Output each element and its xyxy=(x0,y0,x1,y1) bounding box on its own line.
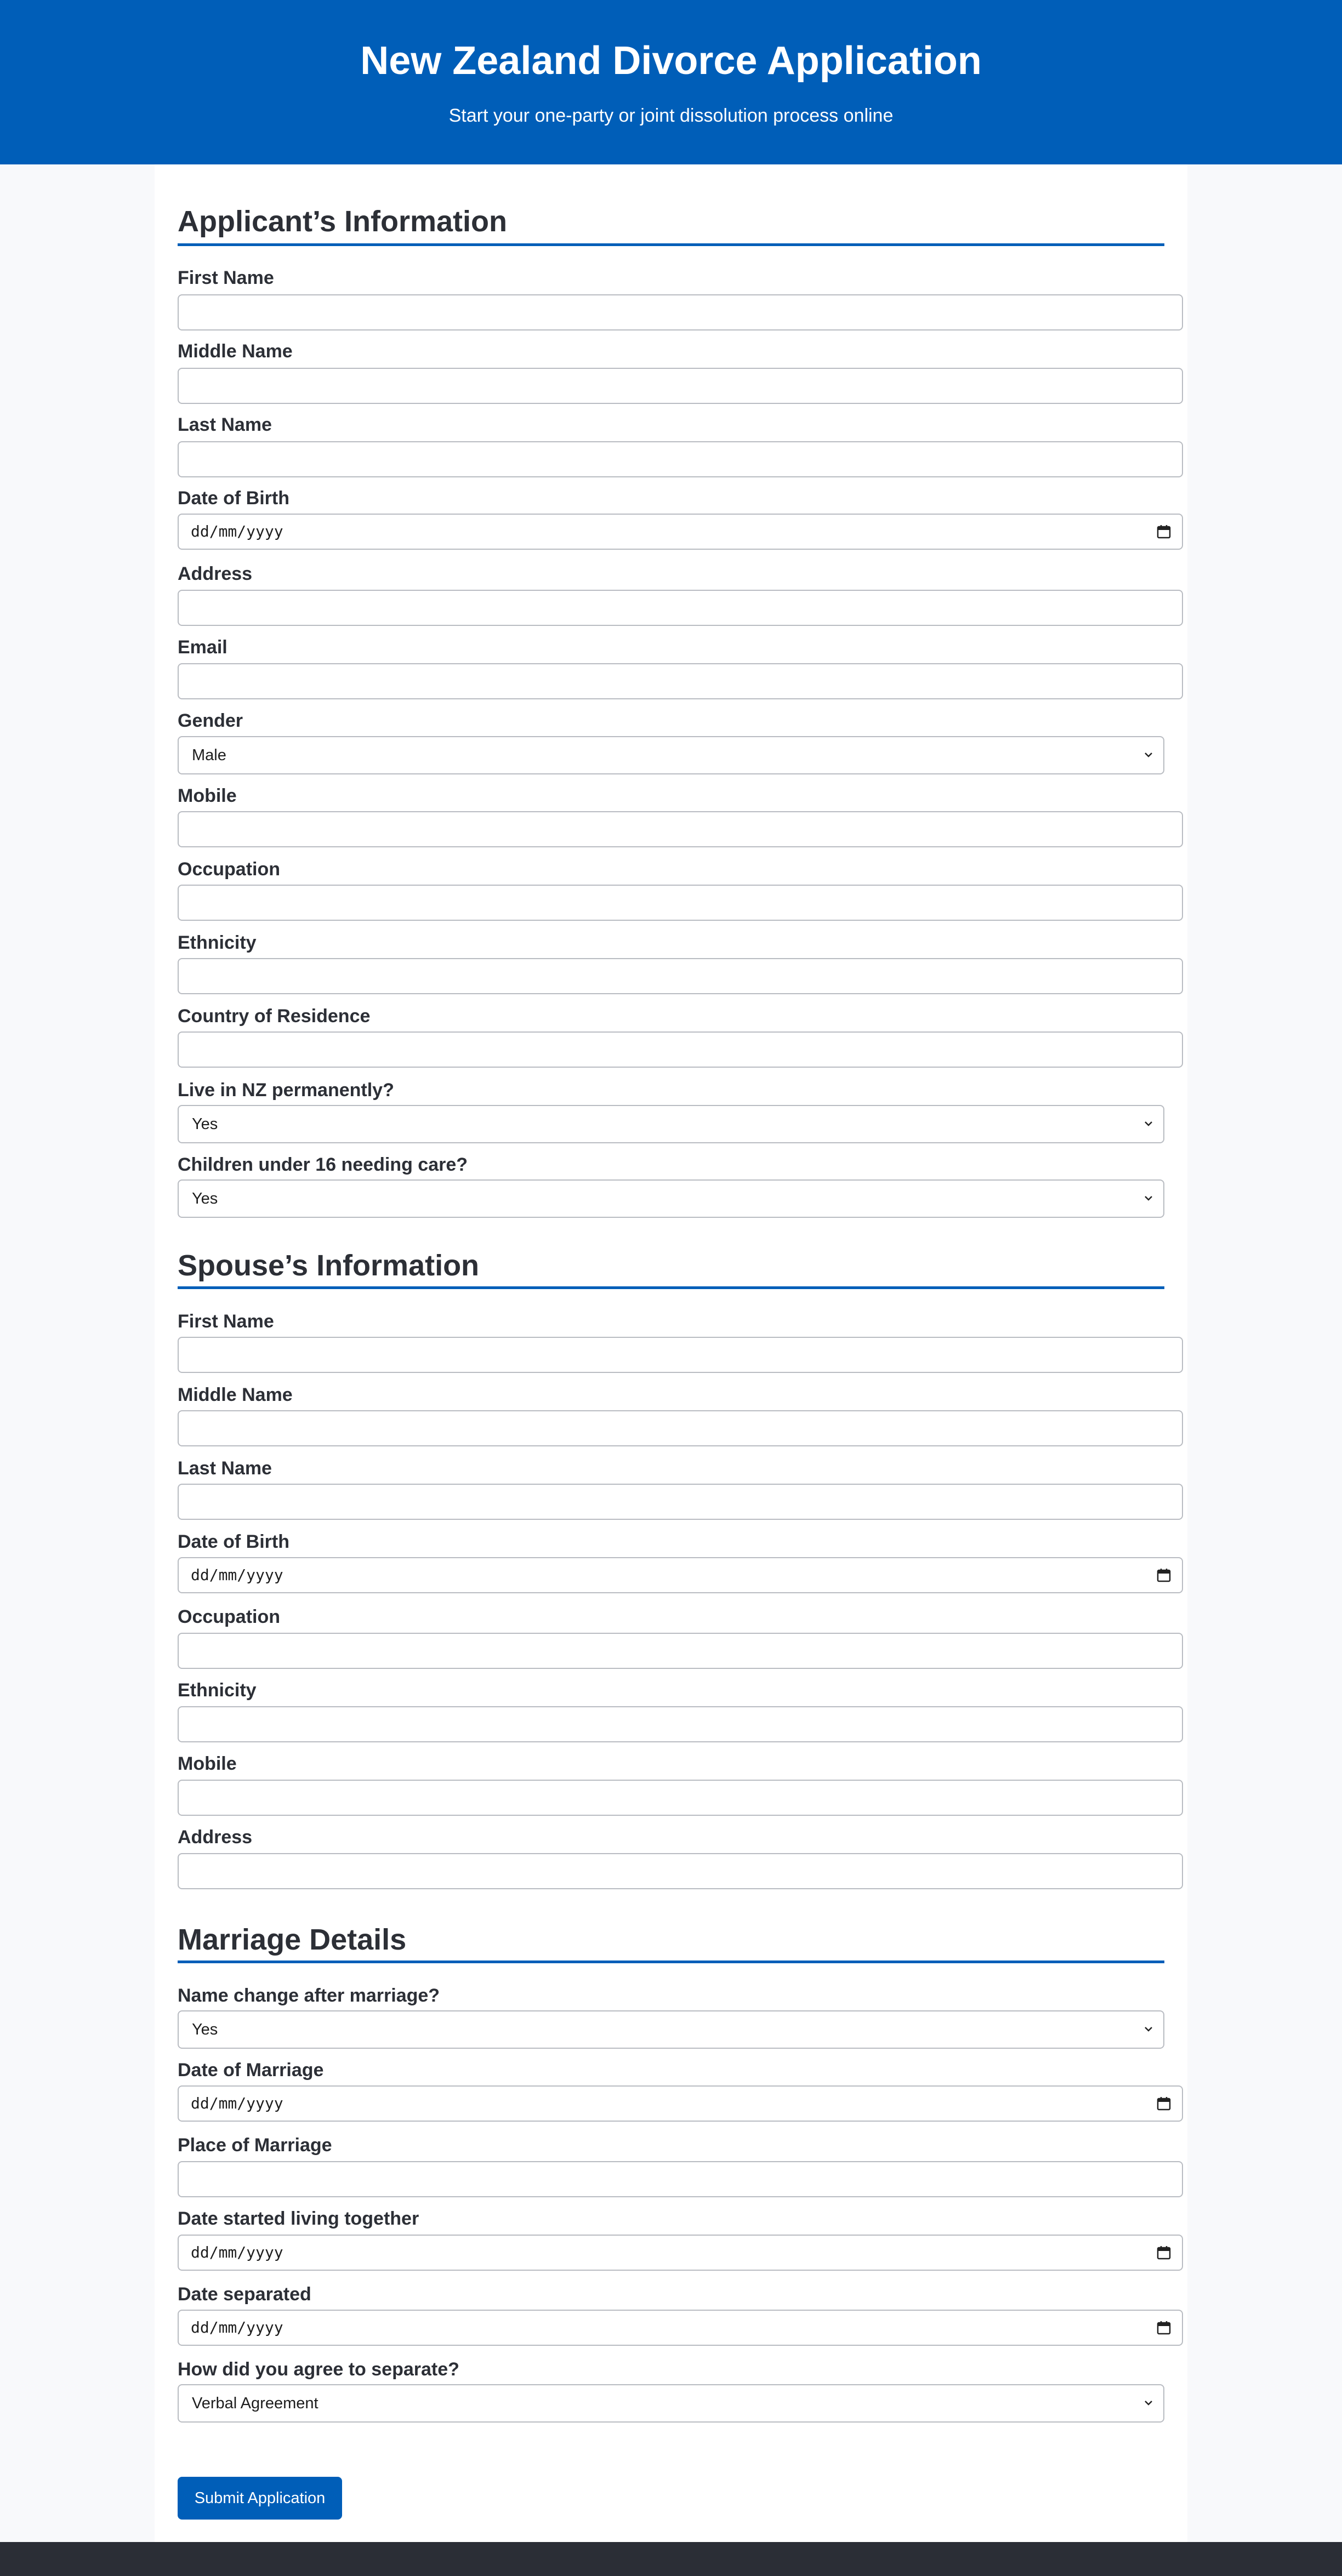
selected-value: Male xyxy=(192,746,226,764)
spouse-middle-name-input[interactable] xyxy=(178,1410,1183,1446)
applicant-children-select[interactable] xyxy=(178,1179,1164,1218)
date-of-marriage-input[interactable] xyxy=(178,2085,1183,2122)
selected-value: Yes xyxy=(192,1190,218,1207)
applicant-middle-name-label: Middle Name xyxy=(178,341,293,362)
spouse-first-name-label: First Name xyxy=(178,1311,274,1332)
applicant-address-input[interactable] xyxy=(178,590,1183,626)
spouse-last-name-input[interactable] xyxy=(178,1484,1183,1520)
applicant-occupation-input[interactable] xyxy=(178,885,1183,921)
calendar-icon[interactable] xyxy=(1157,2321,1171,2335)
applicant-live-nz-select[interactable] xyxy=(178,1105,1164,1143)
name-change-label: Name change after marriage? xyxy=(178,1985,440,2006)
applicant-gender-select[interactable] xyxy=(178,736,1164,774)
applicant-dob-label: Date of Birth xyxy=(178,488,289,509)
calendar-icon[interactable] xyxy=(1157,525,1171,539)
spouse-occupation-label: Occupation xyxy=(178,1606,281,1627)
chevron-down-icon xyxy=(1144,2024,1153,2034)
spouse-address-input[interactable] xyxy=(178,1853,1183,1889)
spouse-last-name-label: Last Name xyxy=(178,1458,272,1479)
calendar-icon[interactable] xyxy=(1157,2246,1171,2260)
applicant-middle-name-input[interactable] xyxy=(178,368,1183,404)
date-placeholder: dd/mm/yyyy xyxy=(191,2094,283,2112)
date-of-marriage-label: Date of Marriage xyxy=(178,2060,324,2081)
chevron-down-icon xyxy=(1144,750,1153,760)
chevron-down-icon xyxy=(1144,2398,1153,2408)
spouse-first-name-input[interactable] xyxy=(178,1337,1183,1373)
applicant-section-heading: Applicant’s Information xyxy=(178,205,508,238)
name-change-select[interactable] xyxy=(178,2010,1164,2049)
spouse-dob-input[interactable] xyxy=(178,1557,1183,1593)
chevron-down-icon xyxy=(1144,1119,1153,1129)
spouse-ethnicity-input[interactable] xyxy=(178,1706,1183,1742)
marriage-section-heading: Marriage Details xyxy=(178,1923,407,1956)
chevron-down-icon xyxy=(1144,1193,1153,1203)
page-title: New Zealand Divorce Application xyxy=(360,39,982,83)
page-footer xyxy=(0,2542,1342,2576)
date-separated-label: Date separated xyxy=(178,2284,311,2305)
date-placeholder: dd/mm/yyyy xyxy=(191,1566,283,1584)
spouse-address-label: Address xyxy=(178,1827,253,1848)
place-of-marriage-input[interactable] xyxy=(178,2161,1183,2197)
spouse-occupation-input[interactable] xyxy=(178,1633,1183,1669)
selected-value: Verbal Agreement xyxy=(192,2395,319,2412)
applicant-dob-input[interactable] xyxy=(178,514,1183,550)
applicant-country-label: Country of Residence xyxy=(178,1006,371,1027)
section-divider xyxy=(178,243,1164,246)
place-of-marriage-label: Place of Marriage xyxy=(178,2135,332,2156)
date-placeholder: dd/mm/yyyy xyxy=(191,2318,283,2336)
spouse-ethnicity-label: Ethnicity xyxy=(178,1680,257,1701)
applicant-last-name-label: Last Name xyxy=(178,414,272,435)
applicant-mobile-input[interactable] xyxy=(178,811,1183,847)
living-together-label: Date started living together xyxy=(178,2208,419,2229)
spouse-dob-label: Date of Birth xyxy=(178,1531,289,1552)
applicant-email-label: Email xyxy=(178,637,228,658)
applicant-occupation-label: Occupation xyxy=(178,859,281,880)
application-form xyxy=(155,164,1187,2542)
section-divider xyxy=(178,1961,1164,1963)
applicant-ethnicity-input[interactable] xyxy=(178,958,1183,994)
page-subtitle: Start your one-party or joint dissolution process online xyxy=(448,105,894,126)
agree-separate-select[interactable] xyxy=(178,2384,1164,2423)
section-divider xyxy=(178,1286,1164,1289)
date-separated-input[interactable] xyxy=(178,2310,1183,2346)
selected-value: Yes xyxy=(192,1115,218,1133)
date-placeholder: dd/mm/yyyy xyxy=(191,522,283,540)
applicant-mobile-label: Mobile xyxy=(178,785,237,806)
submit-button[interactable]: Submit Application xyxy=(178,2477,342,2520)
page-header xyxy=(0,0,1342,164)
selected-value: Yes xyxy=(192,2021,218,2038)
spouse-middle-name-label: Middle Name xyxy=(178,1384,293,1405)
applicant-first-name-input[interactable] xyxy=(178,294,1183,330)
applicant-email-input[interactable] xyxy=(178,663,1183,699)
applicant-ethnicity-label: Ethnicity xyxy=(178,932,257,953)
applicant-address-label: Address xyxy=(178,563,253,584)
spouse-mobile-label: Mobile xyxy=(178,1753,237,1774)
spouse-mobile-input[interactable] xyxy=(178,1780,1183,1816)
spouse-section-heading: Spouse’s Information xyxy=(178,1249,480,1282)
calendar-icon[interactable] xyxy=(1157,1568,1171,1582)
applicant-first-name-label: First Name xyxy=(178,267,274,288)
living-together-date-input[interactable] xyxy=(178,2235,1183,2271)
applicant-live-nz-label: Live in NZ permanently? xyxy=(178,1080,394,1101)
applicant-last-name-input[interactable] xyxy=(178,441,1183,477)
applicant-country-input[interactable] xyxy=(178,1031,1183,1068)
applicant-gender-label: Gender xyxy=(178,710,243,731)
applicant-children-label: Children under 16 needing care? xyxy=(178,1154,468,1175)
calendar-icon[interactable] xyxy=(1157,2096,1171,2111)
date-placeholder: dd/mm/yyyy xyxy=(191,2243,283,2261)
agree-separate-label: How did you agree to separate? xyxy=(178,2359,459,2380)
